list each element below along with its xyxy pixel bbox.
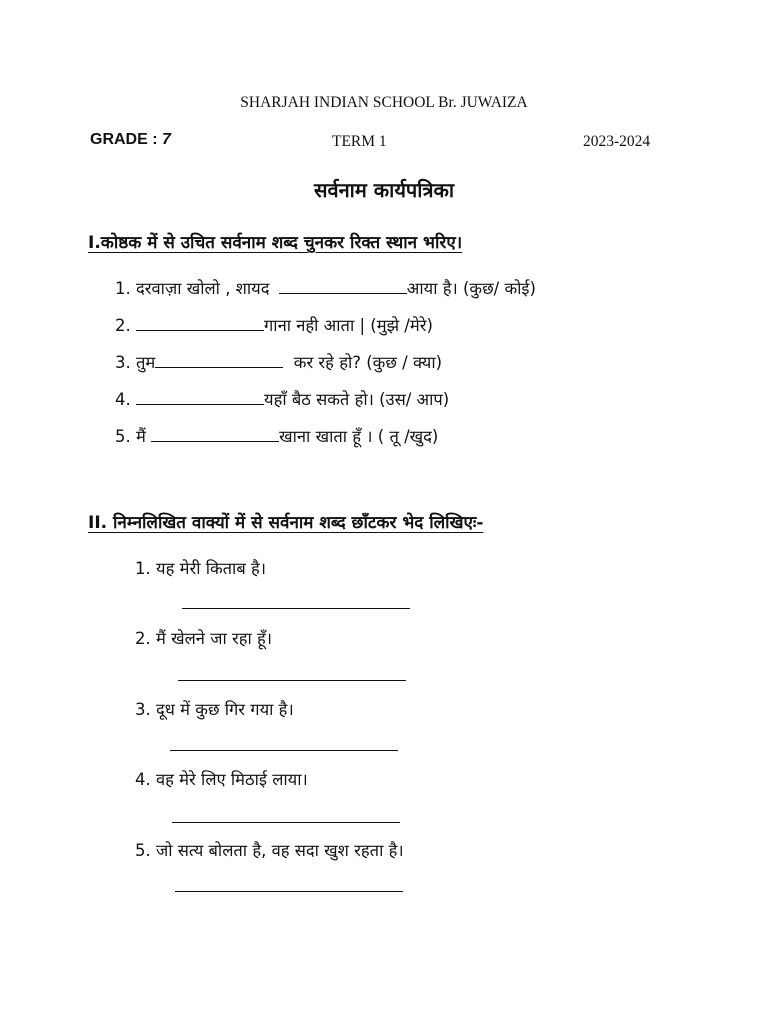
fill-item-4 xyxy=(115,387,449,410)
item-text-before: दरवाज़ा खोलो , शायद xyxy=(136,279,270,298)
item-number: 4. xyxy=(135,770,151,789)
item-number: 1. xyxy=(135,559,151,578)
item-text-before: मैं xyxy=(136,427,146,446)
item-text-after: आया है। (कुछ/ कोई) xyxy=(406,279,536,298)
answer-line-4 xyxy=(172,822,400,823)
fill-item-3 xyxy=(115,350,442,373)
fill-item-5 xyxy=(115,424,438,447)
term: TERM 1 xyxy=(332,133,387,150)
answer-line-5 xyxy=(175,891,403,892)
item-number: 2. xyxy=(115,316,131,335)
sentence-text: यह मेरी किताब है। xyxy=(156,559,267,578)
blank-line xyxy=(151,441,279,442)
item-text-after: गाना नही आता | (मुझे /मेरे) xyxy=(264,316,433,335)
sentence-text: मैं खेलने जा रहा हूँ। xyxy=(156,629,273,648)
item-text-before: तुम xyxy=(136,353,156,372)
item-number: 5. xyxy=(135,841,151,860)
answer-line-1 xyxy=(182,608,410,609)
item-number: 5. xyxy=(115,427,131,446)
sentence-item-5 xyxy=(135,838,404,861)
sentence-text: जो सत्य बोलता है, वह सदा खुश रहता है। xyxy=(156,841,404,860)
item-number: 2. xyxy=(135,629,151,648)
item-number: 3. xyxy=(115,353,131,372)
grade xyxy=(90,131,171,149)
item-text-after: कर रहे हो? (कुछ / क्या) xyxy=(283,353,443,372)
academic-year: 2023-2024 xyxy=(583,133,651,150)
fill-item-2 xyxy=(115,313,433,336)
blank-line xyxy=(136,330,264,331)
blank-line xyxy=(136,404,264,405)
item-number: 1. xyxy=(115,279,131,298)
answer-line-2 xyxy=(178,680,406,681)
item-text-after: खाना खाता हूँ । ( तू /खुद) xyxy=(279,427,439,446)
item-text-after: यहाँ बैठ सकते हो। (उस/ आप) xyxy=(264,390,450,409)
sentence-item-2 xyxy=(135,626,272,649)
worksheet-title: सर्वनाम कार्यपत्रिका xyxy=(313,178,455,202)
blank-line xyxy=(155,367,283,368)
sentence-item-1 xyxy=(135,556,266,579)
fill-item-1 xyxy=(115,276,536,299)
blank-line xyxy=(279,293,407,294)
section-1-heading: I.कोष्ठक में से उचित सर्वनाम शब्द चुनकर रिक्त स्थान भरिए। xyxy=(88,233,463,253)
item-number: 3. xyxy=(135,700,151,719)
grade-label: GRADE : xyxy=(90,131,158,148)
item-number: 4. xyxy=(115,390,131,409)
section-2-heading: II. निम्नलिखित वाक्यों में से सर्वनाम शब्द छाँटकर भेद लिखिएः- xyxy=(88,513,484,533)
answer-line-3 xyxy=(170,750,398,751)
sentence-item-3 xyxy=(135,697,294,720)
school-name: SHARJAH INDIAN SCHOOL Br. JUWAIZA xyxy=(240,94,528,111)
sentence-item-4 xyxy=(135,767,308,790)
sentence-text: दूध में कुछ गिर गया है। xyxy=(156,700,294,719)
sentence-text: वह मेरे लिए मिठाई लाया। xyxy=(156,770,308,789)
grade-value: 7 xyxy=(162,131,171,148)
